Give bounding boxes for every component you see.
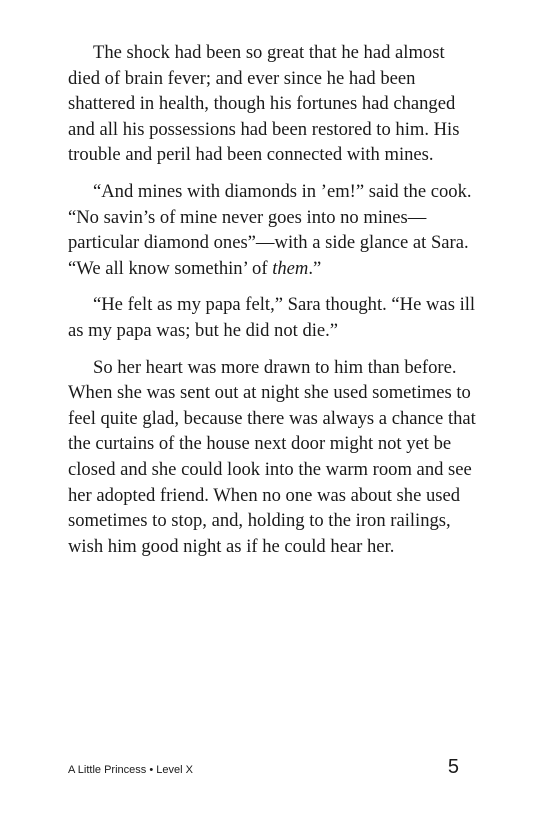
- footer-book-title: A Little Princess • Level X: [68, 764, 193, 776]
- paragraph-3-text: “He felt as my papa felt,” Sara thought. “He was ill as my papa was; but he did not die.”: [68, 294, 476, 341]
- paragraph-1-text: The shock had been so great that he had almost died of brain fever; and ever since he had been shattered in health, though his fortunes had changed and all his possessions had been restored to him. His trouble and peril had been connected with mines.: [68, 42, 460, 166]
- paragraph-2-ending: .”: [308, 257, 322, 279]
- paragraph-2-emphasis: them: [272, 257, 309, 279]
- paragraph-2: [68, 179, 476, 281]
- story-text: [68, 40, 476, 570]
- page-number: 5: [447, 756, 459, 778]
- paragraph-3: [68, 292, 476, 343]
- paragraph-4: [68, 355, 476, 560]
- paragraph-1: [68, 40, 476, 168]
- paragraph-2-text: “And mines with diamonds in ’em!” said the cook. “No savin’s of mine never goes into no mines—particular diamond ones”—with a side glance at Sara. “We all know somethin’ of: [68, 180, 472, 279]
- paragraph-4-text: So her heart was more drawn to him than before. When she was sent out at night she used sometimes to feel quite glad, because there was always a chance that the curtains of the house next door might not yet be closed and she could look into the warm room and see her adopted friend. When no one was about she used sometimes to stop, and, holding to the iron railings, wish him good night as if he could hear her.: [68, 356, 476, 557]
